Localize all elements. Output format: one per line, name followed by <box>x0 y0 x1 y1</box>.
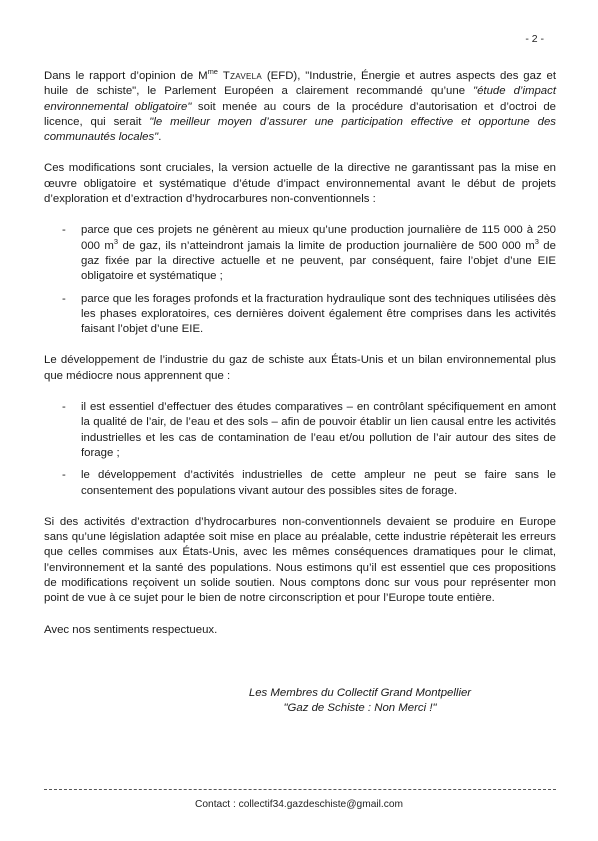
footer-divider <box>44 789 556 790</box>
superscript: 3 <box>534 236 539 246</box>
signature-line-2: "Gaz de Schiste : Non Merci !" <box>283 702 437 715</box>
quote-meilleur-moyen: "le meilleur moyen d’assurer une participation effective et opportune des communautés locales" <box>44 115 556 144</box>
page-number: - 2 - <box>525 33 544 45</box>
list-item <box>44 223 556 284</box>
text-run: parce que les forages profonds et la fracturation hydraulique sont des techniques utilisées dès les phases exploratoires, ces dernières doivent également être comprises dans les activités faisant l’objet d’une EIE. <box>81 292 556 336</box>
letter-body <box>44 69 556 638</box>
dash-bullet: - <box>62 224 66 237</box>
rapporteur-name: Tzavela <box>222 70 262 82</box>
text-run: (EFD), "Industrie, Énergie et autres aspects des gaz et huile de schiste", le Parlement Européen a clairement recommandé qu’une <box>44 70 556 98</box>
signature-line-1: Les Membres du Collectif Grand Montpellier <box>248 687 472 699</box>
list-lessons <box>44 400 556 499</box>
text-run: le développement d’activités industrielles de cette ampleur ne peut se faire sans le consentement des populations vivant autour des possibles sites de forage. <box>81 469 556 497</box>
text-run: soit menée au cours de la procédure d’autorisation et d’octroi de licence, qui serait <box>44 100 556 128</box>
list-item <box>44 292 556 338</box>
quote-etude-impact: "étude d’impact environnemental obligatoire" <box>44 85 556 113</box>
paragraph-developpement: Le développement de l’industrie du gaz de schiste aux États-Unis et un bilan environnemental plus que médiocre nous apprennent que : <box>44 354 556 382</box>
text-run: de gaz, ils n’atteindront jamais la limite de production journalière de 500 000 m <box>118 239 535 252</box>
text-run: Dans le rapport d’opinion de M <box>44 70 208 82</box>
text-run: il est essentiel d’effectuer des études comparatives – en contrôlant spécifiquement en amont la qualité de l’air, de l’eau et des sols – afin de pouvoir établir un lien causal entre les activités industrielles et les cas de contamination de l’eau et/ou pollution de l’air autour des sites de forage ; <box>81 401 556 459</box>
paragraph-conclusion: Si des activités d’extraction d’hydrocarbures non-conventionnels devaient se produire en Europe sans qu’une législation adaptée soit mise en place au préalable, cette industrie répèterait les erreurs que celles commises aux États-Unis, avec les mêmes conséquences dramatiques pour le climat, l’environnement et la santé des populations. Nous estimons qu’il est essentiel que ces propositions de modifications reçoivent un solide soutien. Nous comptons donc sur vous pour représenter mon point de vue à ce sujet pour le bien de notre circonscription et pour l’Europe toute entière. <box>44 515 556 605</box>
text-run: . <box>158 131 162 144</box>
list-item <box>44 400 556 461</box>
superscript: 3 <box>113 236 119 246</box>
text-run: parce que ces projets ne génèrent au mieux qu’une production journalière de 115 000 à 250 000 m <box>81 224 556 252</box>
dash-bullet: - <box>62 469 66 482</box>
footer-contact: Contact : collectif34.gazdeschiste@gmail.com <box>195 799 403 810</box>
signature-block <box>230 686 490 717</box>
list-reasons <box>44 223 556 337</box>
paragraph-modifications: Ces modifications sont cruciales, la version actuelle de la directive ne garantissant pas la mise en œuvre obligatoire et systématique d’étude d’impact environnemental avant le début de projets d’exploration et d’extraction d’hydrocarbures non-conventionnels : <box>44 162 556 206</box>
list-item <box>44 468 556 499</box>
text-run: de gaz fixée par la directive actuelle et ne peuvent, par conséquent, faire l’objet d’une EIE obligatoire et systématique ; <box>81 239 556 283</box>
superscript: me <box>207 67 218 77</box>
closing-salutation: Avec nos sentiments respectueux. <box>44 623 218 636</box>
dash-bullet: - <box>62 401 66 414</box>
dash-bullet: - <box>62 292 66 305</box>
paragraph-rapport-opinion <box>44 69 556 145</box>
